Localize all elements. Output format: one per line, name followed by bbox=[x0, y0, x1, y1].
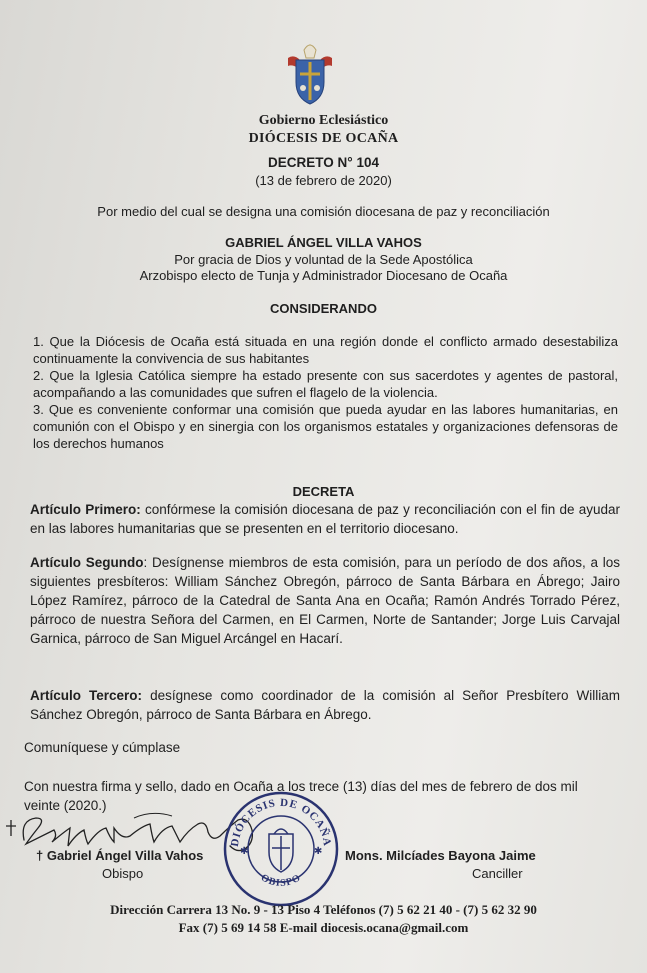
article-third bbox=[30, 686, 620, 724]
article-first bbox=[30, 500, 620, 538]
footer-address: Dirección Carrera 13 No. 9 - 13 Piso 4 Teléfonos (7) 5 62 21 40 - (7) 5 62 32 90 bbox=[110, 902, 537, 917]
considerando-item: 1. Que la Diócesis de Ocaña está situada en una región donde el conflicto armado desestabiliza continuamente la convivencia de sus habitantes bbox=[33, 334, 618, 366]
issuer-role-line1: Por gracia de Dios y voluntad de la Sede Apostólica bbox=[174, 252, 473, 267]
seal-top-text: DIÓCESIS DE OCAÑA bbox=[228, 796, 334, 848]
article-third-label: Artículo Tercero: bbox=[30, 688, 143, 703]
diocese-crest-icon bbox=[284, 42, 336, 108]
svg-text:✱: ✱ bbox=[240, 846, 249, 857]
decree-purpose: Por medio del cual se designa una comisión diocesana de paz y reconciliación bbox=[97, 204, 550, 219]
article-second-text: : Desígnense miembros de esta comisión, para un período de dos años, a los siguientes presbíteros: William Sánchez Obregón, párroco de Santa Bárbara en Ábrego; Jairo López Ramírez, párroco de la Catedral de Santa Ana en Ocaña; Ramón Andrés Torrado Pérez, párroco de nuestra Señora del Carmen, en El Carmen, Norte de Santander; Jorge Luis Carvajal Garnica, párroco de San Miguel Arcángel en Hacarí. bbox=[30, 555, 620, 646]
article-first-label: Artículo Primero: bbox=[30, 502, 141, 517]
footer-contact: Fax (7) 5 69 14 58 E-mail diocesis.ocana@gmail.com bbox=[178, 920, 469, 935]
considerando-list bbox=[33, 333, 618, 452]
closing-comuniquese: Comuníquese y cúmplase bbox=[24, 740, 181, 755]
issuer-role-line2: Arzobispo electo de Tunja y Administrador Diocesano de Ocaña bbox=[139, 268, 508, 283]
issuer-name: GABRIEL ÁNGEL VILLA VAHOS bbox=[225, 235, 422, 250]
article-second-label: Artículo Segundo bbox=[30, 555, 144, 570]
official-seal-icon bbox=[222, 790, 340, 908]
considerando-item: 2. Que la Iglesia Católica siempre ha estado presente con sus sacerdotes y agentes de pastoral, acompañando a las comunidades que sufren el flagelo de la violencia. bbox=[33, 368, 618, 400]
svg-text:OBISPO bbox=[259, 872, 303, 889]
signer-bishop-role: Obispo bbox=[102, 866, 144, 881]
article-first-text: confórmese la comisión diocesana de paz y reconciliación con el fin de ayudar en las labores humanitarias que se presenten en el territorio diocesano. bbox=[30, 502, 620, 536]
article-second bbox=[30, 553, 620, 648]
signer-chancellor-name: Mons. Milcíades Bayona Jaime bbox=[345, 848, 536, 863]
decree-date: (13 de febrero de 2020) bbox=[255, 173, 392, 188]
header-title: Gobierno Eclesiástico bbox=[258, 113, 389, 128]
decreta-heading: DECRETA bbox=[292, 484, 355, 499]
article-third-text: desígnese como coordinador de la comisión al Señor Presbítero William Sánchez Obregón, párroco de Santa Bárbara en Ábrego. bbox=[30, 688, 620, 722]
seal-bottom-text: OBISPO bbox=[258, 872, 304, 889]
signer-chancellor-role: Canciller bbox=[472, 866, 523, 881]
svg-text:✱: ✱ bbox=[314, 846, 323, 857]
closing-firma: Con nuestra firma y sello, dado en Ocaña a los trece (13) días del mes de febrero de dos mil veinte (2020.) bbox=[24, 779, 578, 813]
header-diocese: DIÓCESIS DE OCAÑA bbox=[248, 131, 399, 146]
signer-bishop-name: † Gabriel Ángel Villa Vahos bbox=[36, 848, 204, 863]
considerando-item: 3. Que es conveniente conformar una comisión que pueda ayudar en las labores humanitarias, en comunión con el Obispo y en sinergia con los organismos estatales y organizaciones defensoras de los derechos humanos bbox=[33, 402, 618, 451]
considerando-heading: CONSIDERANDO bbox=[270, 301, 377, 316]
decree-title: DECRETO N° 104 bbox=[268, 155, 379, 170]
